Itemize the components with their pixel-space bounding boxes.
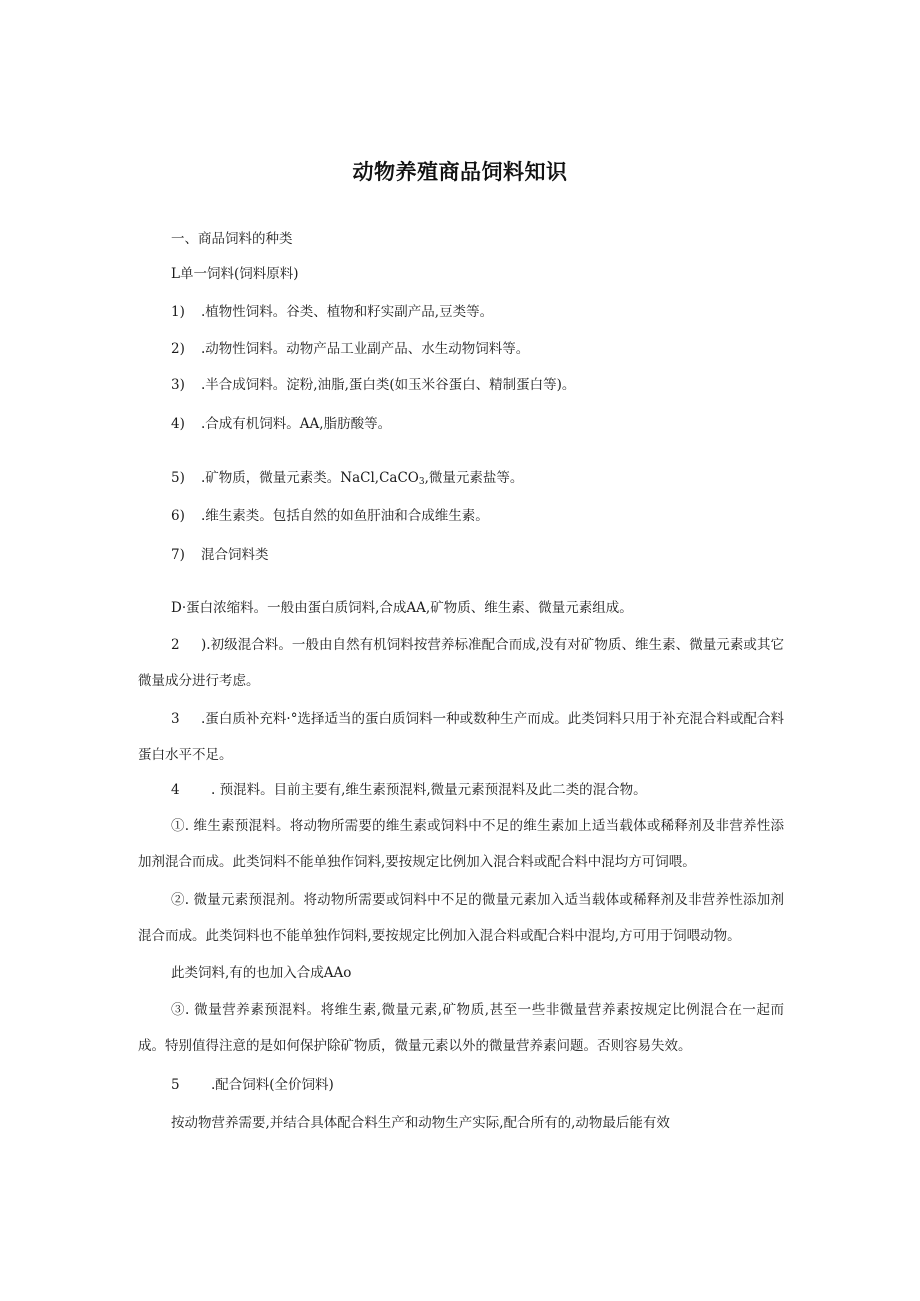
list-item-text: ,微量元素盐等。 [424,470,524,486]
list-item [171,507,489,525]
list-item-number: 2) [171,341,185,357]
list-item-text: .矿物质，微量元素类。NaCl,CaCO [201,470,419,486]
paragraph-line: 按动物营养需要,并结合具体配合料生产和动物生产实际,配合所有的,动物最后能有效 [171,1115,670,1131]
paragraph [138,808,784,880]
paragraph [138,992,784,1064]
list-item [171,546,269,564]
subscript: 3 [418,477,425,487]
list-item-text: 混合饲料类 [201,547,269,563]
subsection-heading: L单一饲料(饲料原料) [171,266,299,282]
paragraph [138,882,784,954]
paragraph-text: ①. 维生素预混料。将动物所需要的维生素或饲料中不足的维生素加上适当载体或稀释剂及非营养性添加剂混合而成。此类饲料不能单独作饲料,要按规定比例加入混合料或配合料中混均方可饲喂。 [138,818,784,870]
paragraph [138,627,784,699]
list-item [171,303,493,321]
paragraph-number: 4 [171,782,180,798]
list-item [171,340,529,358]
paragraph-text: .配合饲料(全价饲料) [211,1077,334,1093]
list-item-number: 6) [171,508,185,524]
paragraph-line [171,1076,334,1094]
paragraph-text: . 预混料。目前主要有,维生素预混料,微量元素预混料及此二类的混合物。 [211,782,647,798]
list-item [171,415,391,433]
list-item-text: .合成有机饲料。AA,脂肪酸等。 [201,416,392,432]
paragraph-text: ③. 微量营养素预混料。将维生素,微量元素,矿物质,甚至一些非微量营养素按规定比例混合在一起而成。特别值得注意的是如何保护除矿物质，微量元素以外的微量营养素问题。否则容易失效。 [138,1002,784,1054]
document-title: 动物养殖商品饲料知识 [352,160,568,184]
paragraph-number: 2 [171,637,180,653]
list-item [171,469,523,487]
paragraph-text: ②. 微量元素预混剂。将动物所需要或饲料中不足的微量元素加入适当载体或稀释剂及非营养性添加剂混合而成。此类饲料也不能单独作饲料,要按规定比例加入混合料或配合料中混均,方可用于饲喂动物。 [138,892,784,944]
list-item-text: .半合成饲料。淀粉,油脂,蛋白类(如玉米谷蛋白、精制蛋白等)。 [201,377,576,393]
paragraph-number: 5 [171,1077,180,1093]
paragraph-text: .蛋白质补充料·°选择适当的蛋白质饲料一种或数种生产而成。此类饲料只用于补充混合料或配合料蛋白水平不足。 [138,711,784,763]
paragraph-line: 此类饲料,有的也加入合成AAo [171,965,352,981]
list-item-number: 3) [171,377,185,393]
section-heading: 一、商品饲料的种类 [171,231,293,247]
paragraph [138,701,784,773]
paragraph-number: 3 [171,711,180,727]
list-item-number: 1) [171,304,185,320]
paragraph-line: D·蛋白浓缩料。一般由蛋白质饲料,合成AA,矿物质、维生素、微量元素组成。 [171,600,633,616]
paragraph-text: ).初级混合料。一般由自然有机饲料按营养标准配合而成,没有对矿物质、维生素、微量元素或其它微量成分进行考虑。 [138,637,784,689]
list-item-text: .维生素类。包括自然的如鱼肝油和合成维生素。 [201,508,489,524]
list-item-number: 4) [171,416,185,432]
list-item [171,376,575,394]
list-item-number: 5) [171,470,185,486]
list-item-number: 7) [171,547,185,563]
list-item-text: .动物性饲料。动物产品工业副产品、水生动物饲料等。 [201,341,530,357]
paragraph-line [171,781,647,799]
list-item-text: .植物性饲料。谷类、植物和籽实副产品,豆类等。 [201,304,494,320]
